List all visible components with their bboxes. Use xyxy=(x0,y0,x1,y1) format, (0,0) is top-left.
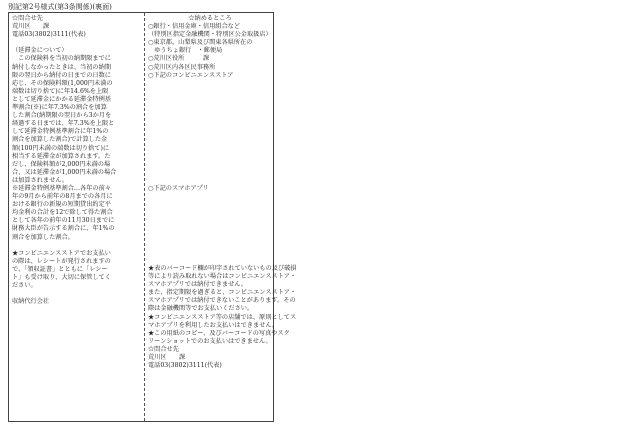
left-contact-department: 荒川区 課 xyxy=(12,23,50,31)
convenience-note-line: ださい。 xyxy=(12,282,37,290)
payment-places-list xyxy=(148,23,272,80)
late-fee-footnote-line: として各年の前年の11月30日までに xyxy=(12,217,115,225)
late-fee-text-line: 相当する延滞金が加算されます。た xyxy=(12,152,111,160)
payment-note-line: スマホアプリでは納付できないことがあります。その xyxy=(148,297,296,305)
late-fee-text-line: 準割合(※)に年7.3%の割合を加算 xyxy=(12,104,107,112)
right-column xyxy=(148,15,297,370)
convenience-note-line: ★コンビニエンスストアでお支払い xyxy=(12,249,111,257)
payment-notes xyxy=(148,265,297,370)
late-fee-footnote-line: 割合を加算した割合。 xyxy=(12,233,74,241)
late-fee-footnote-line: ※延滞金特例基準割合…各年の前々 xyxy=(12,184,111,192)
payment-place-item: ○荒川区内各区民事務所 xyxy=(148,63,216,71)
right-contact-heading: ☆問合せ先 xyxy=(148,345,179,353)
late-fee-footnote-line: 財務大臣が告示する割合に、年1%の xyxy=(12,225,115,233)
payment-place-item: （特別区指定金融機関・特別区公金取扱店） xyxy=(148,31,272,39)
late-fee-text-line: として延滞金にかかる延滞金特例基 xyxy=(12,95,111,103)
late-fee-text-line: 合、又は延滞金が1,000円未満の場合 xyxy=(12,168,117,176)
right-contact-phone: 電話03(3802)3111(代表) xyxy=(148,362,222,370)
payment-place-item: ○荒川区役所 課 xyxy=(148,55,210,63)
late-fee-text-line: は加算されません。 xyxy=(12,176,69,184)
payment-note-line: ★コンビニエンスストア等の店舗では、原則としてス xyxy=(148,313,297,321)
payment-note-line: ★表のバーコード欄が印字されていないもの及び破損 xyxy=(148,265,297,272)
payment-note-line: また、指定期限を過ぎると、コンビニエンスストア・ xyxy=(148,289,297,297)
convenience-store-note xyxy=(12,250,140,290)
left-contact-heading: ☆問合せ先 xyxy=(12,15,43,22)
form-label: 別記第2号様式(第3条関係)(裏面) xyxy=(8,3,112,11)
payment-note-line: リーンショットでのお支払いはできません。 xyxy=(148,337,272,345)
collection-agent-label: 収納代行会社 xyxy=(12,298,50,306)
late-fee-text-line: した割合(納期限の翌日から3か月を xyxy=(12,112,112,120)
convenience-note-line: ト」も受け取り、大切に保管してく xyxy=(12,274,111,281)
left-contact-phone: 電話03(3802)3111(代表) xyxy=(12,31,86,39)
payment-place-item: ゆうちょ銀行 ・郵便局 xyxy=(148,47,223,55)
payment-note-line: 等により読み取れない場合はコンビニエンスストア・ xyxy=(148,273,297,281)
late-fee-footnote-line: 均金利の合計を12で除して得た割合 xyxy=(12,209,113,217)
payment-note-line: ★この用紙のコピー、及びバーコードの写真やスク xyxy=(148,329,290,337)
payment-place-item: ○下記のコンビニエンスストア xyxy=(148,71,234,79)
payment-note-line: マホアプリを利用したお支払いはできません。 xyxy=(148,321,279,329)
right-contact-department: 荒川区 課 xyxy=(148,354,186,362)
payment-places-title: ☆納めるところ xyxy=(188,15,232,22)
late-fee-footnote-line: おける銀行の新規の短期貸出約定平 xyxy=(12,201,111,209)
late-fee-text-line: 経過する日までは、年7.3%を上限と xyxy=(12,120,115,128)
late-fee-text-line: して延滞金特例基準割合に年1%の xyxy=(12,128,109,136)
left-column xyxy=(12,15,140,306)
late-fee-text-line: 限の翌日から納付の日までの日数に xyxy=(12,71,111,79)
late-fee-text-line: 割合を加算した割合)で計算した金 xyxy=(12,136,108,144)
smartphone-app-item: ○下記のスマホアプリ xyxy=(148,185,209,192)
left-contact-block xyxy=(12,15,140,39)
spacer xyxy=(12,242,140,250)
late-fee-text-line: 額(100円未満の端数は切り捨て)に xyxy=(12,144,110,152)
late-fee-text-line: 応じ、その保険料額(1,000円未満の xyxy=(12,79,113,87)
convenience-note-line: の際は、レシートが発行されますの xyxy=(12,257,111,265)
late-fee-text-line: この保険料を当初の納期限までに xyxy=(12,55,111,63)
payment-place-item: ○銀行・信用金庫・信用組合など xyxy=(148,23,241,31)
late-fee-section xyxy=(12,47,140,241)
late-fee-text-line: 端数は切り捨て)に年14.6%を上限 xyxy=(12,87,109,95)
payment-place-item: ○東京都、山梨県及び関東各県所在の xyxy=(148,39,253,47)
payment-note-line: スマホアプリでは納付できません。 xyxy=(148,281,247,289)
late-fee-footnote-line: 年の9月から前年の8月までの各月に xyxy=(12,193,113,201)
late-fee-text-line: だし、保険料額が2,000円未満の場 xyxy=(12,160,111,168)
payment-note-line: 際は金融機関等でお支払いください。 xyxy=(148,305,254,313)
late-fee-heading: （延滞金について） xyxy=(12,47,68,55)
form-back-frame xyxy=(8,12,297,422)
cut-line-divider xyxy=(144,13,145,421)
late-fee-text-line: 納付しなかったときは、当初の納期 xyxy=(12,63,111,71)
convenience-note-line: で、「領収証書」とともに「レシー xyxy=(12,265,108,273)
